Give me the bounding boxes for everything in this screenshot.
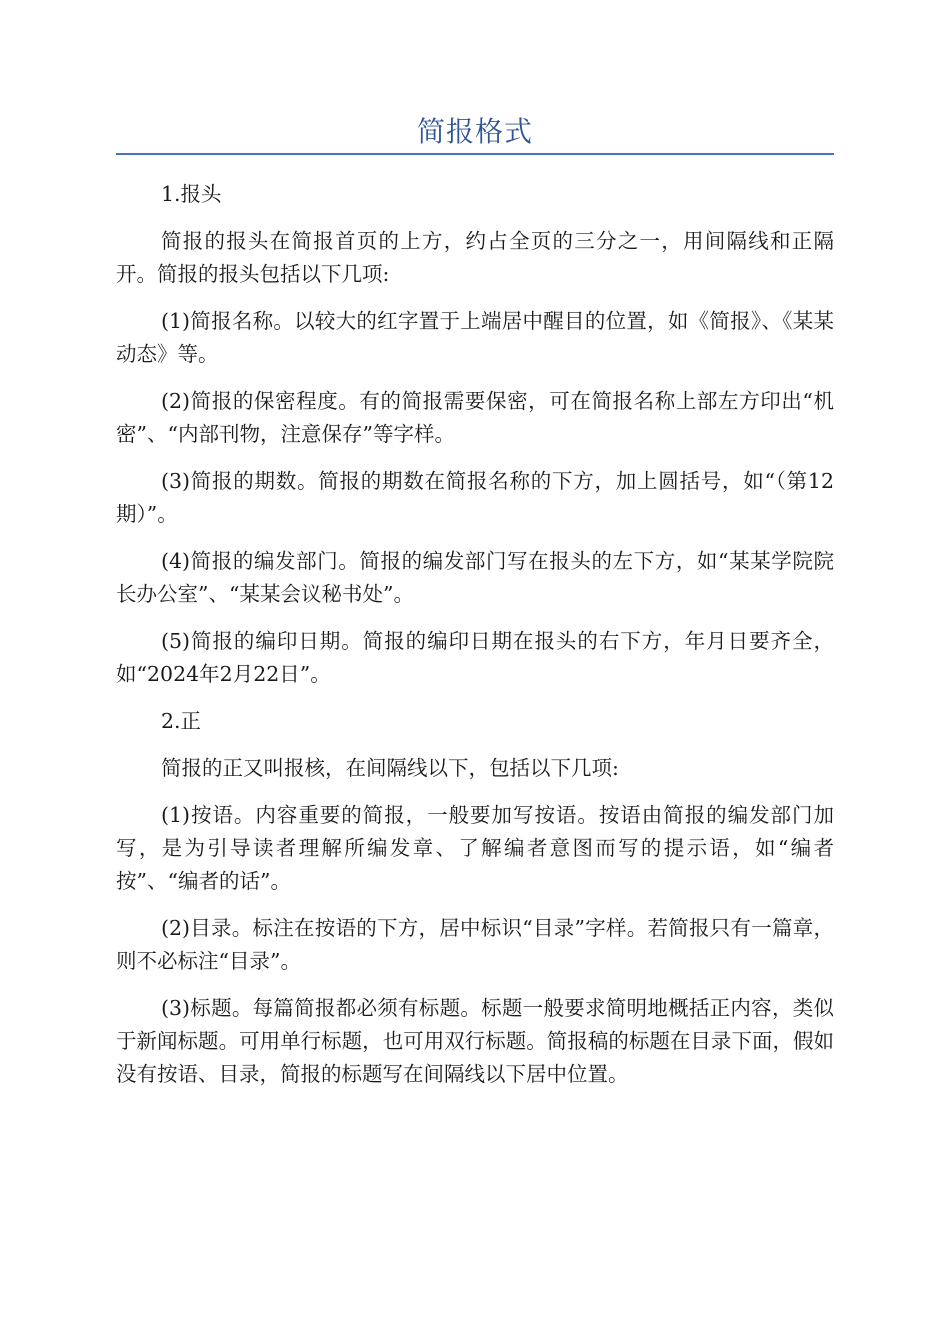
list-item: (5)简报的编印日期。简报的编印日期在报头的右下方，年月日要齐全，如“2024年2月22日”。 [116,629,834,686]
list-item: (3)标题。每篇简报都必须有标题。标题一般要求简明地概括正内容，类似于新闻标题。可用单行标题，也可用双行标题。简报稿的标题在目录下面，假如没有按语、目录，简报的标题写在间隔线以下居中位置。 [116,996,834,1086]
list-item: (2)简报的保密程度。有的简报需要保密，可在简报名称上部左方印出“机密”、“内部刊物，注意保存”等字样。 [116,389,834,446]
document-title: 简报格式 [416,115,533,148]
document-body [116,178,834,1105]
list-item: (2)目录。标注在按语的下方，居中标识“目录”字样。若简报只有一篇章，则不必标注“目录”。 [116,916,834,973]
section-heading-masthead: 1.报头 [161,182,222,206]
list-item: (1)简报名称。以较大的红字置于上端居中醒目的位置，如《简报》、《某某动态》等。 [116,309,834,366]
list-item: (4)简报的编发部门。简报的编发部门写在报头的左下方，如“某某学院院长办公室”、“某某会议秘书处”。 [116,549,834,606]
paragraph: 简报的正又叫报核，在间隔线以下，包括以下几项: [161,756,619,780]
list-item: (3)简报的期数。简报的期数在简报名称的下方，加上圆括号，如“（第12期）”。 [116,469,834,526]
paragraph: 简报的报头在简报首页的上方，约占全页的三分之一，用间隔线和正隔开。简报的报头包括以下几项: [116,229,834,286]
section-heading-body: 2.正 [161,709,202,733]
list-item: (1)按语。内容重要的简报，一般要加写按语。按语由简报的编发部门加写，是为引导读者理解所编发章、了解编者意图而写的提示语，如“编者按”、“编者的话”。 [116,803,834,893]
title-underline [116,153,834,155]
